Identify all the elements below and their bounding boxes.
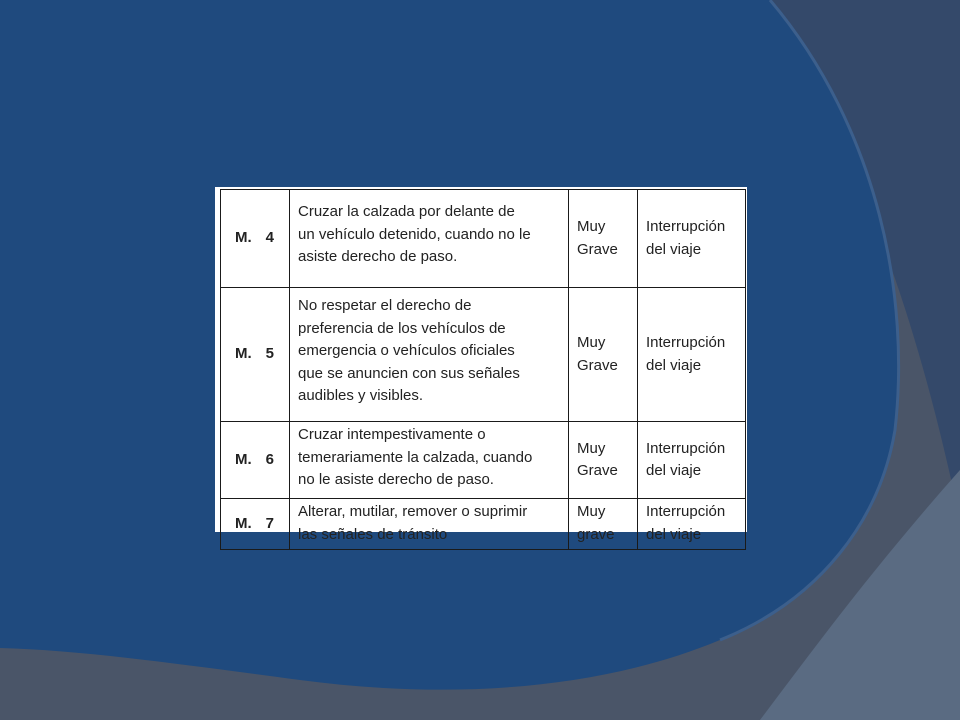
- infraction-code: [221, 190, 290, 288]
- table-row: [221, 499, 746, 550]
- infraction-measure: Interrupción del viaje: [638, 190, 746, 288]
- infraction-severity: Muy Grave: [569, 190, 638, 288]
- code-prefix: M.: [235, 450, 252, 468]
- infraction-description: Cruzar intempestivamente o temerariamente la calzada, cuando no le asiste derecho de paso.: [290, 422, 569, 499]
- infraction-severity: Muy Grave: [569, 422, 638, 499]
- infractions-table: [220, 189, 746, 550]
- infraction-description: No respetar el derecho de preferencia de los vehículos de emergencia o vehículos oficiales que se anuncien con sus señales audibles y visibles.: [290, 288, 569, 422]
- infraction-description: Alterar, mutilar, remover o suprimir las señales de tránsito: [290, 499, 569, 550]
- code-number: 5: [265, 345, 275, 363]
- infraction-measure: Interrupción del viaje: [638, 288, 746, 422]
- code-prefix: M.: [235, 229, 252, 247]
- infraction-measure: Interrupción del viaje: [638, 499, 746, 550]
- code-number: 6: [265, 450, 275, 468]
- infraction-severity: Muy Grave: [569, 288, 638, 422]
- infraction-measure: Interrupción del viaje: [638, 422, 746, 499]
- table-row: [221, 422, 746, 499]
- table-row: [221, 288, 746, 422]
- infraction-severity: Muy grave: [569, 499, 638, 550]
- code-prefix: M.: [235, 514, 252, 532]
- table-row: [221, 190, 746, 288]
- infraction-code: [221, 499, 290, 550]
- infraction-code: [221, 288, 290, 422]
- code-prefix: M.: [235, 345, 252, 363]
- infraction-code: [221, 422, 290, 499]
- infractions-table-card: [215, 187, 747, 543]
- code-number: 7: [265, 514, 275, 532]
- infraction-description: Cruzar la calzada por delante de un vehículo detenido, cuando no le asiste derecho de paso.: [290, 190, 569, 288]
- code-number: 4: [265, 229, 275, 247]
